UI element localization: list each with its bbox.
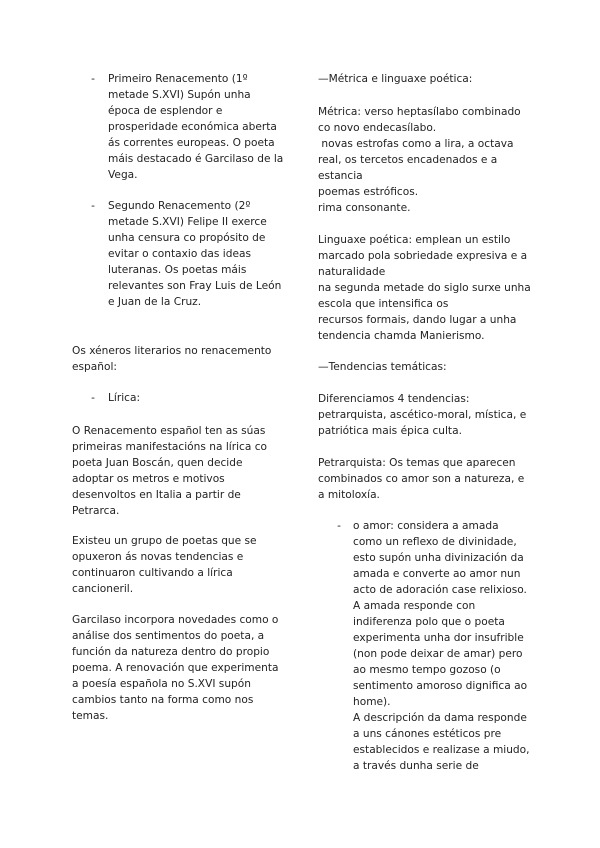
bullet-dash: - [91,73,95,85]
bullet-item-segundo-renacemento [72,198,287,310]
tendencias-paragraph: Diferenciamos 4 tendencias: petrarquista, ascético-moral, mística, e patriótica mais épica culta. [318,393,527,437]
bullet-dash: - [91,200,95,212]
amor-text: o amor: considera a amada como un reflexo de divinidade, esto supón unha divinización da amada e converte ao amor nun acto de adoración case relixioso. A amada responde con indiferenza polo que o poeta experimenta unha dor insufrible (non pode deixar de amar) pero ao mesmo tempo gozoso (o sentimento amoroso dignifica ao home). A descripción da dama responde a uns cánones estéticos pre establecidos e realizase a miudo, a través dunha serie de [353,520,530,772]
lirica-label: Lírica: [108,392,141,404]
tendencias-heading: —Tendencias temáticas: [318,361,447,373]
petrarquista-paragraph: Petrarquista: Os temas que aparecen combinados co amor son a natureza, e a mitoloxía. [318,457,525,501]
metrica-heading: —Métrica e linguaxe poética: [318,73,473,85]
linguaxe-paragraph: Linguaxe poética: emplean un estilo marcado pola sobriedade expresiva e a naturalidade na segunda metade do siglo surxe unha escola que intensifica os recursos formais, dando lugar a unha tendencia chamda Manierismo. [318,234,531,342]
segundo-renacemento-text: Segundo Renacemento (2º metade S.XVI) Felipe II exerce unha censura co propósito de evitar o contaxio das ideas luteranas. Os poetas máis relevantes son Fray Luis de León e Juan de la Cruz. [108,200,282,308]
primeiro-renacemento-text: Primeiro Renacemento (1º metade S.XVI) Supón unha época de esplendor e prosperidade económica aberta ás correntes europeas. O poeta máis destacado é Garcilaso de la Vega. [108,73,284,181]
metrica-paragraph: Métrica: verso heptasílabo combinado co novo endecasílabo. novas estrofas como a lira, a octava real, os tercetos encadenados e a estancia poemas estróficos. rima consonante. [318,106,521,214]
bullet-item-lirica [72,390,287,406]
opuxeron-paragraph: Existeu un grupo de poetas que se opuxeron ás novas tendencias e continuaron cultivando a lírica cancioneril. [72,535,257,595]
boscan-paragraph: O Renacemento español ten as súas primeiras manifestacións na lírica co poeta Juan Boscán, quen decide adoptar os metros e motivos desenvoltos en Italia a partir de Petrarca. [72,425,268,517]
garcilaso-paragraph: Garcilaso incorpora novedades como o análise dos sentimentos do poeta, a función da natureza dentro do propio poema. A renovación que experimenta a poesía española no S.XVI supón cambios tanto na forma como nos temas. [72,614,279,722]
bullet-item-amor [318,518,530,774]
bullet-dash: - [337,520,341,532]
bullet-dash: - [91,392,95,404]
bullet-item-primeiro-renacemento [72,71,287,183]
generos-intro-paragraph: Os xéneros literarios no renacemento español: [72,345,272,373]
